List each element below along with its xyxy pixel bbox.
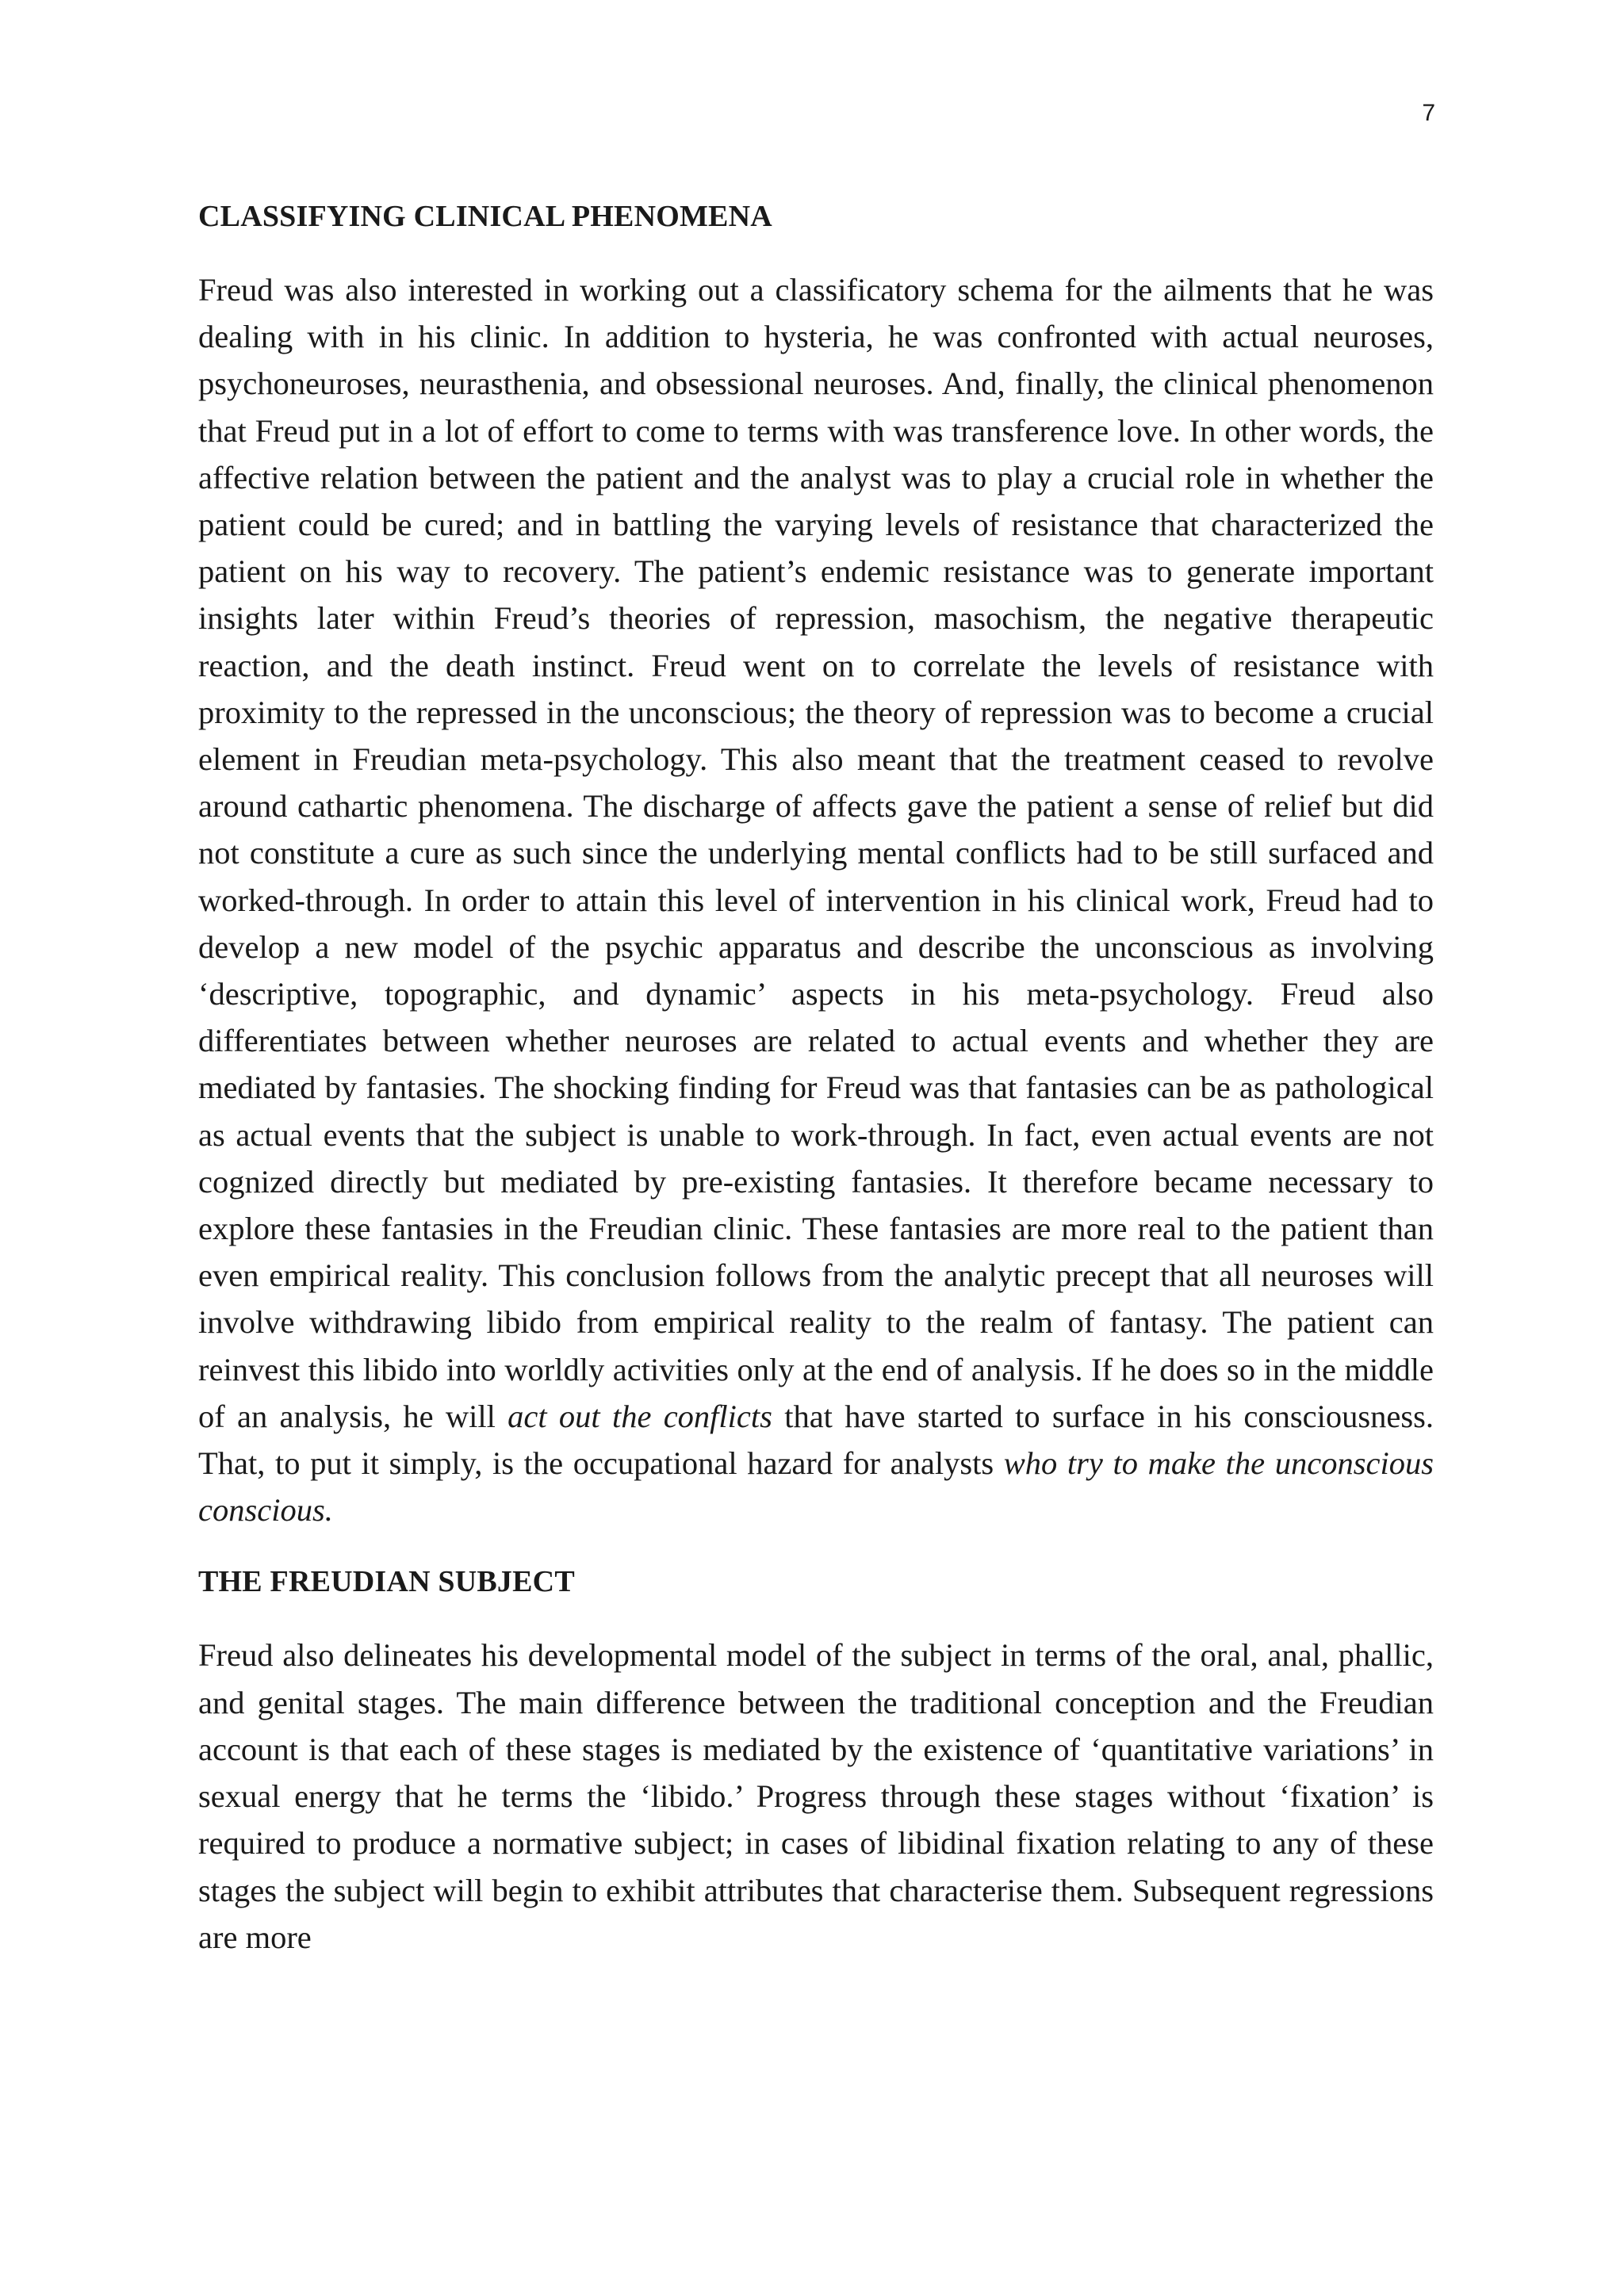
paragraph-text: that have started to surface in his consciousness. That, to put it simply, is the occupational hazard for analysts: [198, 1398, 1434, 1482]
section-heading-freudian-subject: THE FREUDIAN SUBJECT: [198, 1565, 575, 1599]
section-heading-classifying: CLASSIFYING CLINICAL PHENOMENA: [198, 200, 772, 233]
section-paragraph-freudian-subject: [198, 1632, 1434, 1960]
paragraph-italic-text: who try to make the unconscious conscious.: [198, 1445, 1434, 1529]
paragraph-text: Freud was also interested in working out a classificatory schema for the ailments that he was dealing with in his clinic. In addition to hysteria, he was confronted with actual neuroses, psychoneuroses, neurasthenia, and obsessional neuroses. And, finally, the clinical phenomenon that Freud put in a lot of effort to come to terms with was transference love. In other words, the affective relation between the patient and the analyst was to play a crucial role in whether the patient could be cured; and in battling the varying levels of resistance that characterized the patient on his way to recovery. The patient’s endemic resistance was to generate important insights later within Freud’s theories of repression, masochism, the negative therapeutic reaction, and the death instinct. Freud went on to correlate the levels of resistance with proximity to the repressed in the unconscious; the theory of repression was to become a crucial element in Freudian meta-psychology. This also meant that the treatment ceased to revolve around cathartic phenomena. The discharge of affects gave the patient a sense of relief but did not constitute a cure as such since the underlying mental conflicts had to be still surfaced and worked-through. In order to attain this level of intervention in his clinical work, Freud had to develop a new model of the psychic apparatus and describe the unconscious as involving ‘descriptive, topographic, and dynamic’ aspects in his meta-psychology. Freud also differentiates between whether neuroses are related to actual events and whether they are mediated by fantasies. The shocking finding for Freud was that fantasies can be as pathological as actual events that the subject is unable to work-through. In fact, even actual events are not cognized directly but mediated by pre-existing fantasies. It therefore became necessary to explore these fantasies in the Freudian clinic. These fantasies are more real to the patient than even empirical reality. This conclusion follows from the analytic precept that all neuroses will involve withdrawing libido from empirical reality to the realm of fantasy. The patient can reinvest this libido into worldly activities only at the end of analysis. If he does so in the middle of an analysis, he will: [198, 272, 1434, 1434]
page-body: [198, 193, 1434, 1961]
paragraph-italic-text: act out the conflicts: [508, 1398, 772, 1434]
paragraph-text: Freud also delineates his developmental model of the subject in terms of the oral, anal, phallic, and genital stages. The main difference between the traditional conception and the Freudian account is that each of these stages is mediated by the existence of ‘quantitative variations’ in sexual energy that he terms the ‘libido.’ Progress through these stages without ‘fixation’ is required to produce a normative subject; in cases of libidinal fixation relating to any of these stages the subject will begin to exhibit attributes that characterise them. Subsequent regressions are more: [198, 1637, 1434, 1955]
page-number: 7: [1422, 100, 1435, 126]
section-paragraph-classifying: [198, 266, 1434, 1533]
